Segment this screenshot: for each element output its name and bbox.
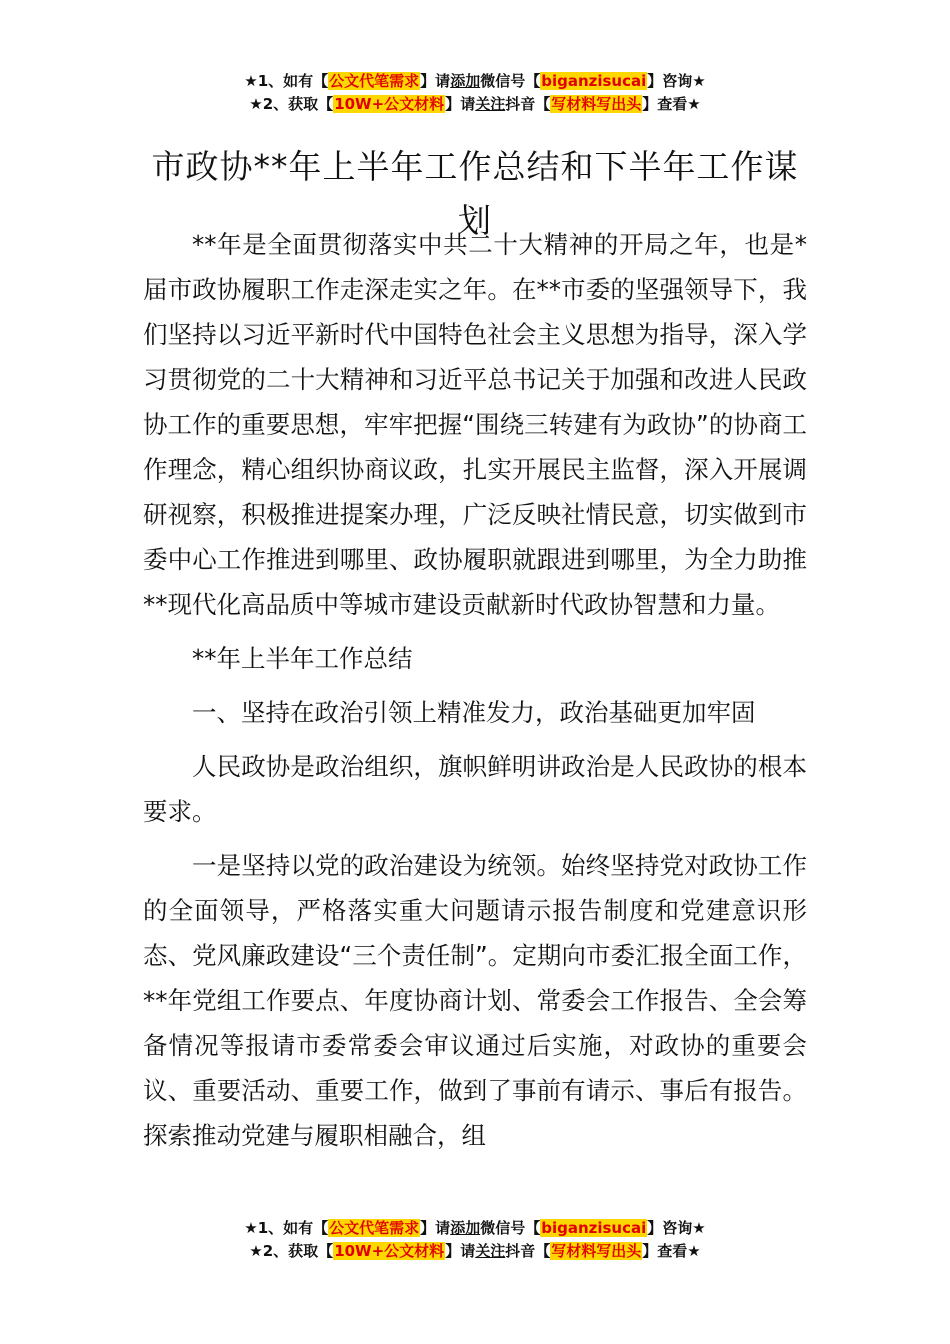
banner-highlight: 10W+公文材料 — [334, 1242, 445, 1260]
banner-text: 】请 — [420, 72, 451, 90]
banner-text: 抖音【 — [505, 95, 551, 113]
subsection-heading: 一、坚持在政治引领上精准发力，政治基础更加牢固 — [192, 698, 756, 727]
banner-text: 微信号【 — [480, 72, 541, 90]
footer-banner — [0, 1217, 950, 1263]
header-banner — [0, 70, 950, 116]
banner-underlined: 添加 — [450, 1219, 481, 1237]
banner-highlight: biganzisucai — [541, 72, 647, 90]
banner-underlined: 添加 — [450, 72, 481, 90]
banner-text: ★2、获取【 — [249, 1242, 334, 1260]
banner-text: 】咨询★ — [647, 72, 706, 90]
document-title: 市政协**年上半年工作总结和下半年工作谋划 — [151, 147, 799, 241]
paragraph: 人民政协是政治组织，旗帜鲜明讲政治是人民政协的根本要求。 — [143, 752, 807, 826]
paragraph: **年是全面贯彻落实中共二十大精神的开局之年，也是*届市政协履职工作走深走实之年。在**市委的坚强领导下，我们坚持以习近平新时代中国特色社会主义思想为指导，深入学习贯彻党的二十大精神和习近平总书记关于加强和改进人民政协工作的重要思想，牢牢把握“围绕三转建有为政协”的协商工作理念，精心组织协商议政，扎实开展民主监督，深入开展调研视察，积极推进提案办理，广泛反映社情民意，切实做到市委中心工作推进到哪里、政协履职就跟进到哪里，为全力助推**现代化高品质中等城市建设贡献新时代政协智慧和力量。 — [143, 230, 807, 619]
banner-text: 】查看★ — [642, 1242, 701, 1260]
banner-text: 】请 — [445, 1242, 476, 1260]
banner-line-1 — [0, 1217, 950, 1240]
banner-highlight: 写材料写出头 — [551, 1242, 642, 1260]
banner-line-2 — [0, 93, 950, 116]
banner-line-1 — [0, 70, 950, 93]
section-heading: **年上半年工作总结 — [192, 644, 413, 673]
banner-underlined: 关注 — [475, 1242, 506, 1260]
banner-text: 抖音【 — [505, 1242, 551, 1260]
banner-text: 】请 — [420, 1219, 451, 1237]
banner-text: 】咨询★ — [647, 1219, 706, 1237]
document-body — [143, 222, 807, 1167]
banner-highlight: 10W+公文材料 — [334, 95, 445, 113]
banner-highlight: 写材料写出头 — [551, 95, 642, 113]
banner-highlight: biganzisucai — [541, 1219, 647, 1237]
banner-text: ★2、获取【 — [249, 95, 334, 113]
banner-highlight: 公文代笔需求 — [329, 1219, 420, 1237]
banner-line-2 — [0, 1240, 950, 1263]
banner-highlight: 公文代笔需求 — [329, 72, 420, 90]
banner-text: 】请 — [445, 95, 476, 113]
banner-underlined: 关注 — [475, 95, 506, 113]
banner-text: 微信号【 — [480, 1219, 541, 1237]
paragraph: 一是坚持以党的政治建设为统领。始终坚持党对政协工作的全面领导，严格落实重大问题请示报告制度和党建意识形态、党风廉政建设“三个责任制”。定期向市委汇报全面工作，**年党组工作要点、年度协商计划、常委会工作报告、全会筹备情况等报请市委常委会审议通过后实施，对政协的重要会议、重要活动、重要工作，做到了事前有请示、事后有报告。探索推动党建与履职相融合，组 — [143, 851, 807, 1150]
banner-text: ★1、如有【 — [244, 1219, 329, 1237]
banner-text: ★1、如有【 — [244, 72, 329, 90]
banner-text: 】查看★ — [642, 95, 701, 113]
